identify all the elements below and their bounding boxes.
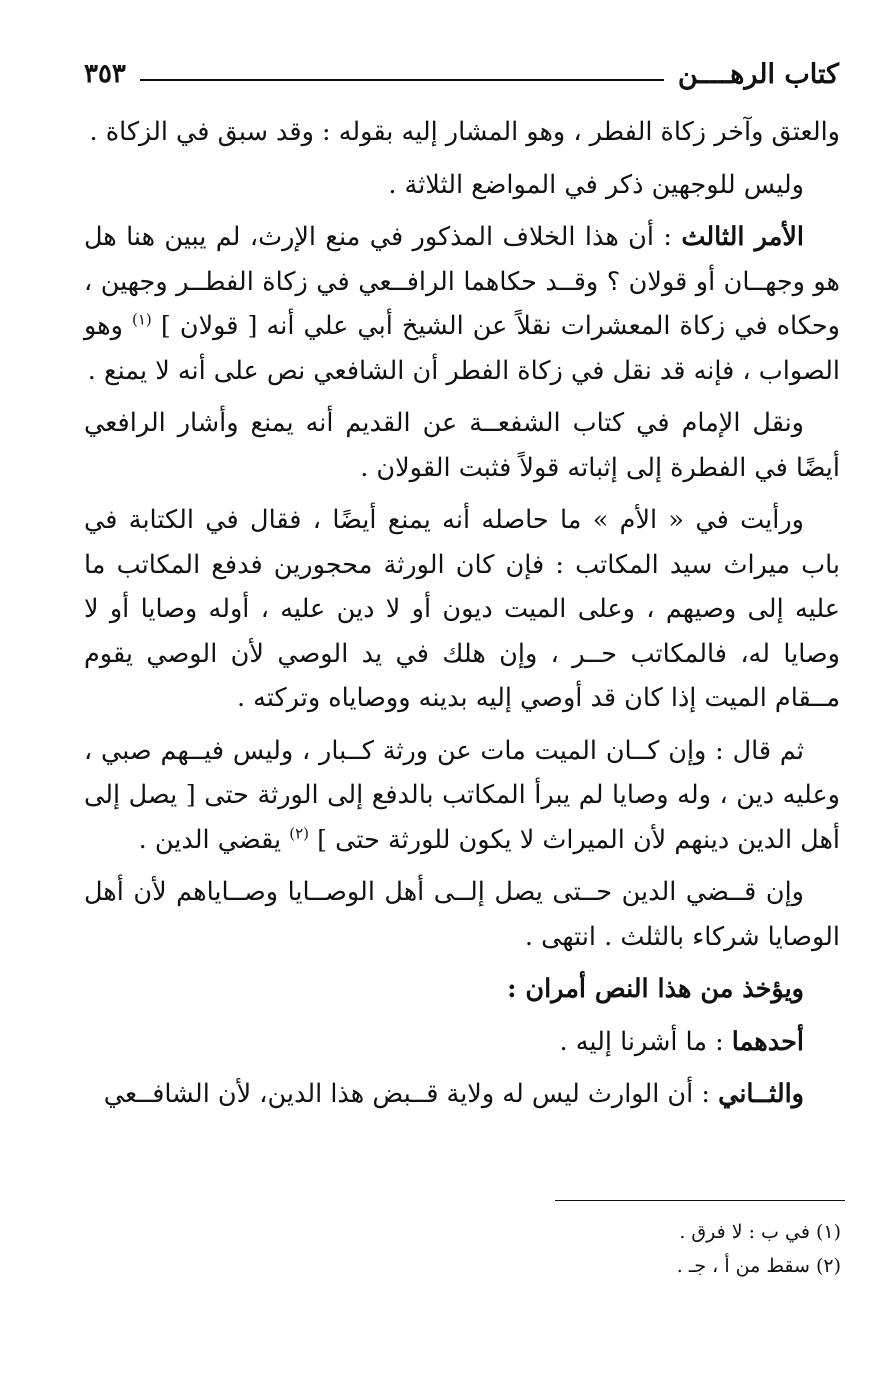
footnote-reference[interactable]: (١) bbox=[132, 310, 152, 329]
footnote-separator bbox=[555, 1200, 845, 1201]
paragraph-text: ورأيت في « الأم » ما حاصله أنه يمنع أيضًا ، فقال في الكتابة في باب ميراث سيد المكاتب : فإن كان الورثة محجورين فدفع المكاتب ما عليه إلى وصيهم ، وعلى الميت ديون أو لا دين عليه ، أوله وصايا أو لا وصايا له، فالمكاتب حــر ، وإن هلك في يد الوصي لأن الوصي يقوم مــقام الميت إذا كان قد أوصي إليه بدينه ووصاياه وتركته . bbox=[84, 505, 840, 713]
paragraph-text: يقضي الدين . bbox=[138, 824, 282, 855]
paragraph bbox=[84, 1072, 840, 1117]
paragraph-text: والعتق وآخر زكاة الفطر ، وهو المشار إليه بقوله : وقد سبق في الزكاة . bbox=[89, 117, 840, 147]
paragraph bbox=[84, 215, 840, 393]
paragraph bbox=[84, 110, 840, 155]
paragraph-text: : أن هذا الخلاف المذكور في منع الإرث، لم يبين هنا هل هو وجهــان أو قولان ؟ وقــد حكاهما الرافــعي في زكاة الفطــر وجهين ، وحكاه في زكاة المعشرات نقلاً عن الشيخ أبي علي أنه [ قولان ] bbox=[84, 222, 840, 341]
running-header bbox=[84, 52, 839, 96]
page-number: ٣٥٣ bbox=[84, 59, 126, 89]
footnote-item: (١) في ب : لا فرق . bbox=[679, 1221, 841, 1243]
paragraph-text: ونقل الإمام في كتاب الشفعــة عن القديم أنه يمنع وأشار الرافعي أيضًا في الفطرة إلى إثباته قولاً فثبت القولان . bbox=[84, 408, 840, 483]
main-text bbox=[84, 110, 840, 1125]
book-title: كتاب الرهــــن bbox=[677, 58, 839, 90]
paragraph-text: وإن قــضي الدين حــتى يصل إلــى أهل الوصــايا وصــاياهم لأن أهل الوصايا شركاء بالثلث . انتهى . bbox=[84, 877, 840, 952]
paragraph-heading: ويؤخذ من هذا النص أمران : bbox=[507, 974, 804, 1004]
paragraph-text: : ما أشرنا إليه . bbox=[559, 1026, 724, 1057]
header-rule bbox=[140, 79, 664, 81]
paragraph bbox=[84, 870, 840, 959]
paragraph bbox=[84, 163, 840, 208]
paragraph-text: : أن الوارث ليس له ولاية قــبض هذا الدين، لأن الشافــعي bbox=[103, 1079, 710, 1109]
paragraph-text: وهو الصواب ، فإنه قد نقل في زكاة الفطر أن الشافعي نص على أنه لا يمنع . bbox=[84, 311, 840, 386]
paragraph bbox=[84, 1020, 840, 1065]
paragraph-text: وليس للوجهين ذكر في المواضع الثلاثة . bbox=[388, 169, 804, 200]
paragraph-heading: أحدهما bbox=[731, 1026, 804, 1057]
paragraph bbox=[84, 401, 840, 490]
footnote-item: (٢) سقط من أ ، جـ . bbox=[676, 1255, 841, 1277]
footnotes bbox=[341, 1215, 841, 1283]
paragraph-text: ثم قال : وإن كــان الميت مات عن ورثة كــبار ، وليس فيــهم صبي ، وعليه دين ، وله وصايا لم يبرأ المكاتب بالدفع إلى الورثة حتى [ يصل إلى أهل الدين دينهم لأن الميراث لا يكون للورثة حتى ] bbox=[84, 735, 840, 855]
paragraph bbox=[84, 729, 840, 863]
paragraph bbox=[84, 967, 840, 1012]
paragraph-heading: الأمر الثالث bbox=[681, 222, 804, 252]
paragraph bbox=[84, 498, 840, 721]
paragraph-heading: والثــاني bbox=[718, 1079, 804, 1109]
footnote-reference[interactable]: (٢) bbox=[289, 824, 309, 842]
